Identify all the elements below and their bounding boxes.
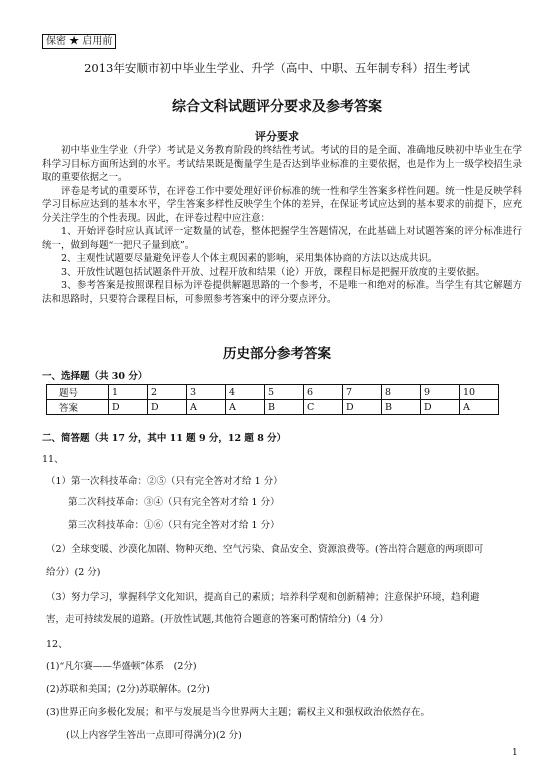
table-cell: A	[460, 400, 499, 415]
table-cell: C	[304, 400, 343, 415]
table-row	[47, 385, 499, 400]
paragraph: 1、开始评卷时应认真试评一定数量的试卷，整体把握学生答题情况，在此基础上对试题答案的评分标准进行统一，做到每题“一把尺子量到底”。	[42, 226, 522, 251]
table-cell: 4	[226, 385, 265, 400]
table-cell: B	[265, 400, 304, 415]
page-number: 1	[512, 748, 518, 758]
short-answer-heading: 二、简答题（共 17 分，其中 11 题 9 分，12 题 8 分）	[42, 433, 287, 444]
table-cell: 5	[265, 385, 304, 400]
table-cell: 8	[382, 385, 421, 400]
exam-title: 2013年安顺市初中毕业生学业、升学（高中、中职、五年制专科）招生考试	[84, 61, 470, 75]
table-row	[47, 400, 499, 415]
table-cell: 题号	[47, 385, 109, 400]
table-cell: A	[226, 400, 265, 415]
paragraph: 3、参考答案是按照课程目标为评卷提供解题思路的一个参考，不是唯一和绝对的标准。当学生有其它解题方法和思路时，只要符合课程目标，可参照参考答案中的评分要点评分。	[42, 280, 522, 305]
table-cell: 1	[109, 385, 148, 400]
table-cell: 2	[148, 385, 187, 400]
answer-table	[46, 384, 499, 415]
table-cell: D	[109, 400, 148, 415]
table-cell: D	[343, 400, 382, 415]
table-cell: A	[187, 400, 226, 415]
answer-line: 12、	[46, 639, 68, 650]
confidential-badge: 保密 ★ 启用前	[42, 34, 116, 49]
grading-requirements-heading: 评分要求	[255, 130, 299, 143]
grading-requirements-body	[42, 144, 522, 306]
paragraph: 3、开放性试题包括试题条件开放、过程开放和结果（论）开放，课程目标是把握开放度的主要依据。	[61, 266, 486, 278]
answer-line: 第二次科技革命：③④（只有完全答对才给 1 分）	[68, 497, 280, 508]
paragraph: 初中毕业生学业（升学）考试是义务教育阶段的终结性考试。考试的目的是全面、准确地反映初中毕业生在学科学习目标方面所达到的水平。考试结果既是衡量学生是否达到毕业标准的主要依据，也是作为上一级学校招生录取的重要依据之一。	[42, 145, 522, 183]
paragraph: 2、主观性试题要尽量避免评卷人个体主观因素的影响，采用集体协商的方法以达成共识。	[61, 253, 438, 264]
table-cell: 9	[421, 385, 460, 400]
answer-line: 害，走可持续发展的道路。(开放性试题,其他符合题意的答案可酌情给分)（4 分）	[46, 614, 389, 625]
answer-line: （3）努力学习，掌握科学文化知识，提高自己的素质；培养科学观和创新精神；注意保护环境，趋利避	[46, 592, 480, 603]
paragraph: 评卷是考试的重要环节，在评卷工作中要处理好评价标准的统一性和学生答案多样性问题。统一性是反映学科学习目标应达到的基本水平，学生答案多样性反映学生个体的差异，在保证考试应达到的基本要求的前提下，应充分关注学生的个性表现。因此，在评卷过程中应注意：	[42, 185, 522, 224]
answer-line: (2)苏联和美国；(2分)苏联解体。(2分)	[46, 684, 210, 695]
answer-line: (3)世界正向多极化发展；和平与发展是当今世界两大主题；霸权主义和强权政治依然存在。	[46, 707, 430, 718]
table-cell: D	[148, 400, 187, 415]
table-cell: 答案	[47, 400, 109, 415]
table-cell: B	[382, 400, 421, 415]
answer-line: 第三次科技革命：①⑥（只有完全答对才给 1 分）	[68, 520, 280, 531]
multiple-choice-heading: 一、选择题（共 30 分）	[42, 371, 148, 382]
answer-line: （2）全球变暖、沙漠化加剧、物种灭绝、空气污染、食品安全、资源浪费等。(答出符合题意的两项即可	[46, 544, 484, 555]
table-cell: D	[421, 400, 460, 415]
answer-line: 给分）(2 分)	[46, 567, 101, 578]
answer-line: (以上内容学生答出一点即可得满分)(2 分)	[66, 730, 242, 741]
answer-line: (1)“凡尔赛——华盛顿”体系 (2分)	[46, 661, 197, 672]
document-title: 综合文科试题评分要求及参考答案	[172, 99, 382, 115]
table-cell: 3	[187, 385, 226, 400]
answer-line: 11、	[42, 454, 64, 465]
table-cell: 7	[343, 385, 382, 400]
history-section-title: 历史部分参考答案	[223, 346, 331, 362]
answer-line: （1）第一次科技革命：②⑤（只有完全答对才给 1 分）	[46, 476, 283, 487]
table-cell: 6	[304, 385, 343, 400]
table-cell: 10	[460, 385, 499, 400]
